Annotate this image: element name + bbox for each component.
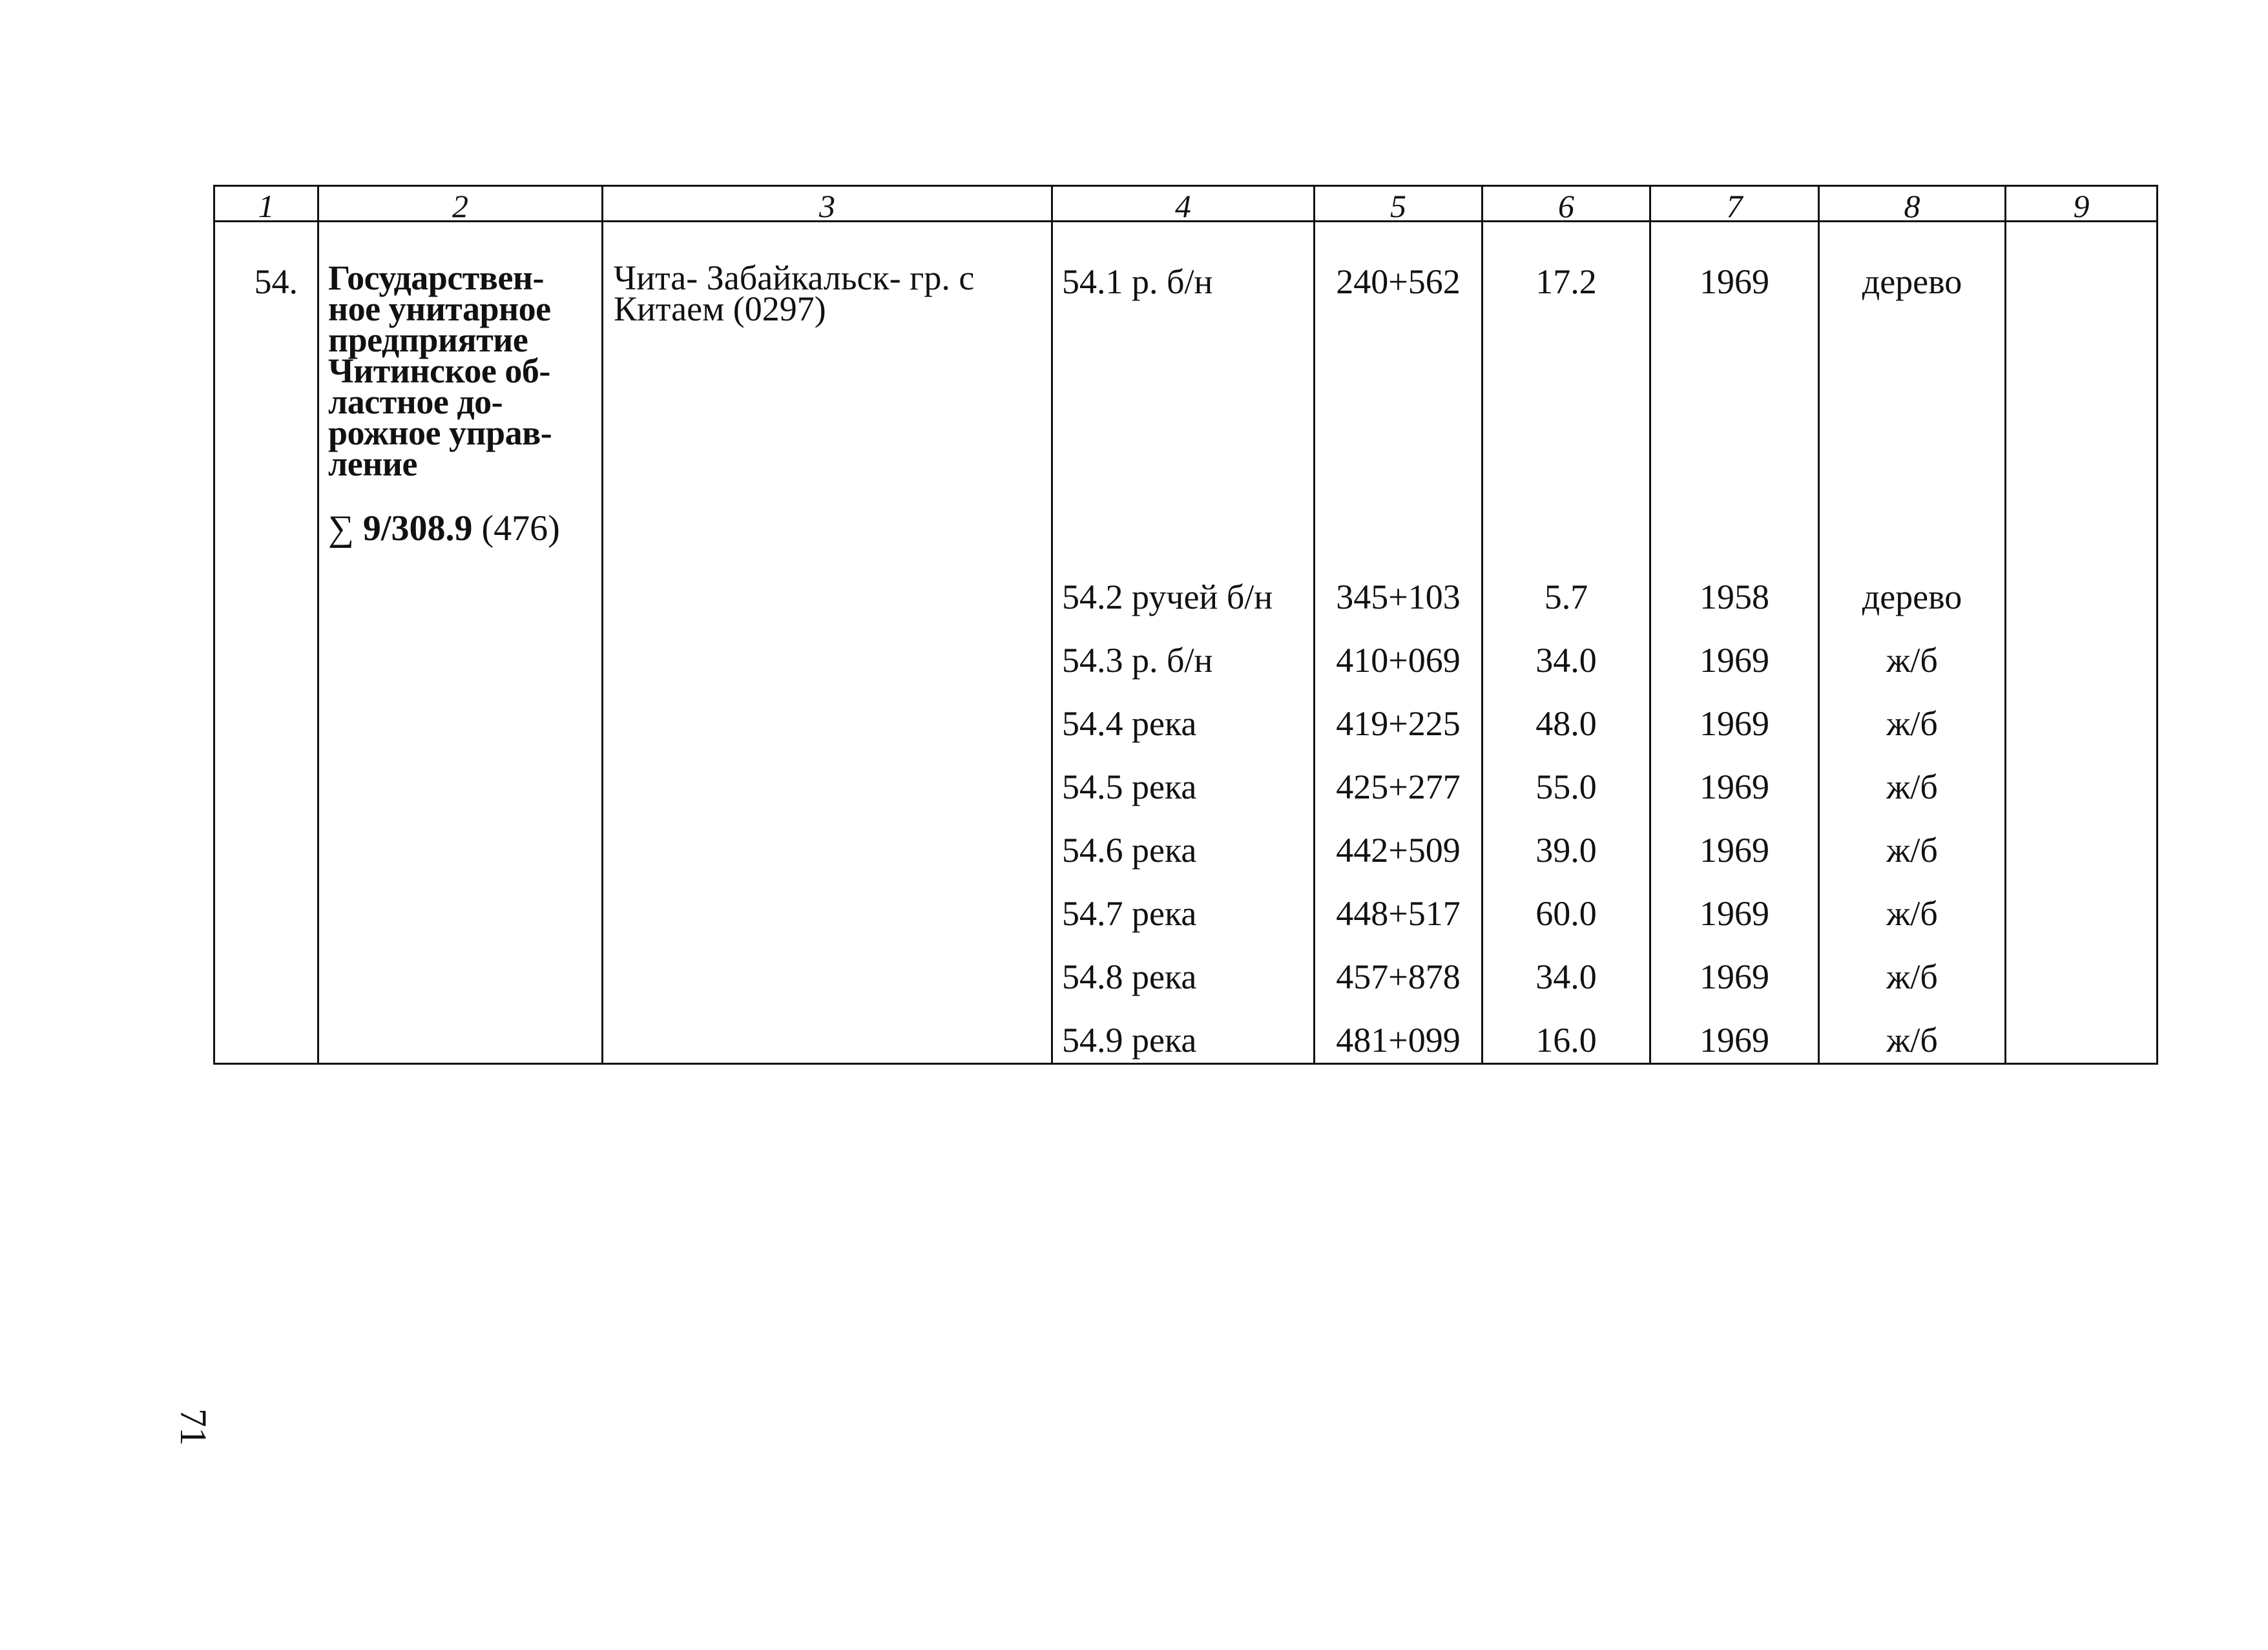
bridge-name-value: 54.6 река [1062,831,1197,870]
bridge-year-value: 1969 [1700,641,1769,680]
sigma-symbol: ∑ [328,508,354,548]
road-name-line: Чита- Забайкальск- гр. с [614,258,975,297]
bridge-name-value: 54.5 река [1062,768,1197,806]
organization-name-line: ление [328,444,417,483]
bridge-length-value: 17.2 [1535,262,1597,301]
bridge-length-value: 34.0 [1535,641,1597,680]
entry-index: 54. [254,262,298,301]
bridge-material-value: дерево [1862,262,1962,301]
bridge-length-value: 60.0 [1535,894,1597,933]
organization-name-line: рожное управ- [328,413,552,452]
bridge-length-value: 5.7 [1544,578,1588,616]
bridge-name-value: 54.1 р. б/н [1062,262,1213,301]
summary-total: (476) [481,508,560,548]
bridge-material-value: ж/б [1886,894,1938,933]
organization-name-line: ное унитарное [328,289,551,328]
organization-summary [328,509,599,548]
summary-value: 9/308.9 [362,508,473,548]
bridge-name-value: 54.8 река [1062,957,1197,996]
year-list [1651,222,1818,1063]
length-cell [1483,222,1650,1064]
bridge-material-value: дерево [1862,578,1962,616]
bridge-length-value: 55.0 [1535,768,1597,806]
bridge-year-value: 1969 [1700,894,1769,933]
bridge-material-value: ж/б [1886,641,1938,680]
organization-cell [318,222,603,1064]
material-cell [1819,222,2006,1064]
entry-index-cell [214,222,318,1064]
bridge-length-value: 34.0 [1535,957,1597,996]
note-cell [2006,222,2158,1064]
bridge-year-value: 1969 [1700,831,1769,870]
bridge-name-value: 54.4 река [1062,704,1197,743]
column-number-row [214,186,2158,222]
bridge-name-cell [1052,222,1315,1064]
road-name [614,258,1046,328]
bridge-length-value: 48.0 [1535,704,1597,743]
bridge-length-value: 16.0 [1535,1021,1597,1060]
material-list [1820,222,2004,1063]
column-number: 9 [2006,186,2158,222]
bridge-km-value: 345+103 [1336,578,1461,616]
column-number: 8 [1819,186,2006,222]
organization-name-line: ластное до- [328,382,503,421]
page-number: 71 [172,1408,214,1446]
column-number: 1 [214,186,318,222]
column-number: 5 [1315,186,1483,222]
length-list [1483,222,1649,1063]
bridge-km-value: 410+069 [1336,641,1461,680]
bridge-name-value: 54.2 ручей б/н [1062,578,1273,616]
bridge-name-value: 54.7 река [1062,894,1197,933]
column-number: 7 [1650,186,1819,222]
bridges-table [213,185,2158,1065]
column-number: 4 [1052,186,1315,222]
bridge-name-list [1053,222,1313,1063]
bridge-km-value: 240+562 [1336,262,1461,301]
bridge-material-value: ж/б [1886,704,1938,743]
bridge-material-value: ж/б [1886,831,1938,870]
entry-row [214,222,2158,1064]
organization-name-line: предприятие [328,320,528,359]
column-number: 2 [318,186,603,222]
bridge-material-value: ж/б [1886,768,1938,806]
bridge-material-value: ж/б [1886,957,1938,996]
bridge-km-value: 457+878 [1336,957,1461,996]
km-list [1315,222,1481,1063]
organization-name-line: Читинское об- [328,351,550,390]
km-cell [1315,222,1483,1064]
bridge-km-value: 448+517 [1336,894,1461,933]
bridge-length-value: 39.0 [1535,831,1597,870]
organization-name [328,258,599,483]
bridge-name-value: 54.9 река [1062,1021,1197,1060]
organization-name-line: Государствен- [328,258,545,297]
bridge-year-value: 1958 [1700,578,1769,616]
road-cell [603,222,1052,1064]
bridge-km-value: 425+277 [1336,768,1461,806]
bridge-material-value: ж/б [1886,1021,1938,1060]
column-number: 6 [1483,186,1650,222]
bridge-name-value: 54.3 р. б/н [1062,641,1213,680]
bridge-year-value: 1969 [1700,704,1769,743]
bridge-year-value: 1969 [1700,957,1769,996]
note-list [2006,222,2156,1063]
bridge-year-value: 1969 [1700,1021,1769,1060]
road-name-line: Китаем (0297) [614,289,826,328]
bridge-km-value: 419+225 [1336,704,1461,743]
bridge-km-value: 481+099 [1336,1021,1461,1060]
bridge-year-value: 1969 [1700,768,1769,806]
year-cell [1650,222,1819,1064]
bridge-km-value: 442+509 [1336,831,1461,870]
organization-block [328,258,599,548]
bridge-year-value: 1969 [1700,262,1769,301]
column-number: 3 [603,186,1052,222]
